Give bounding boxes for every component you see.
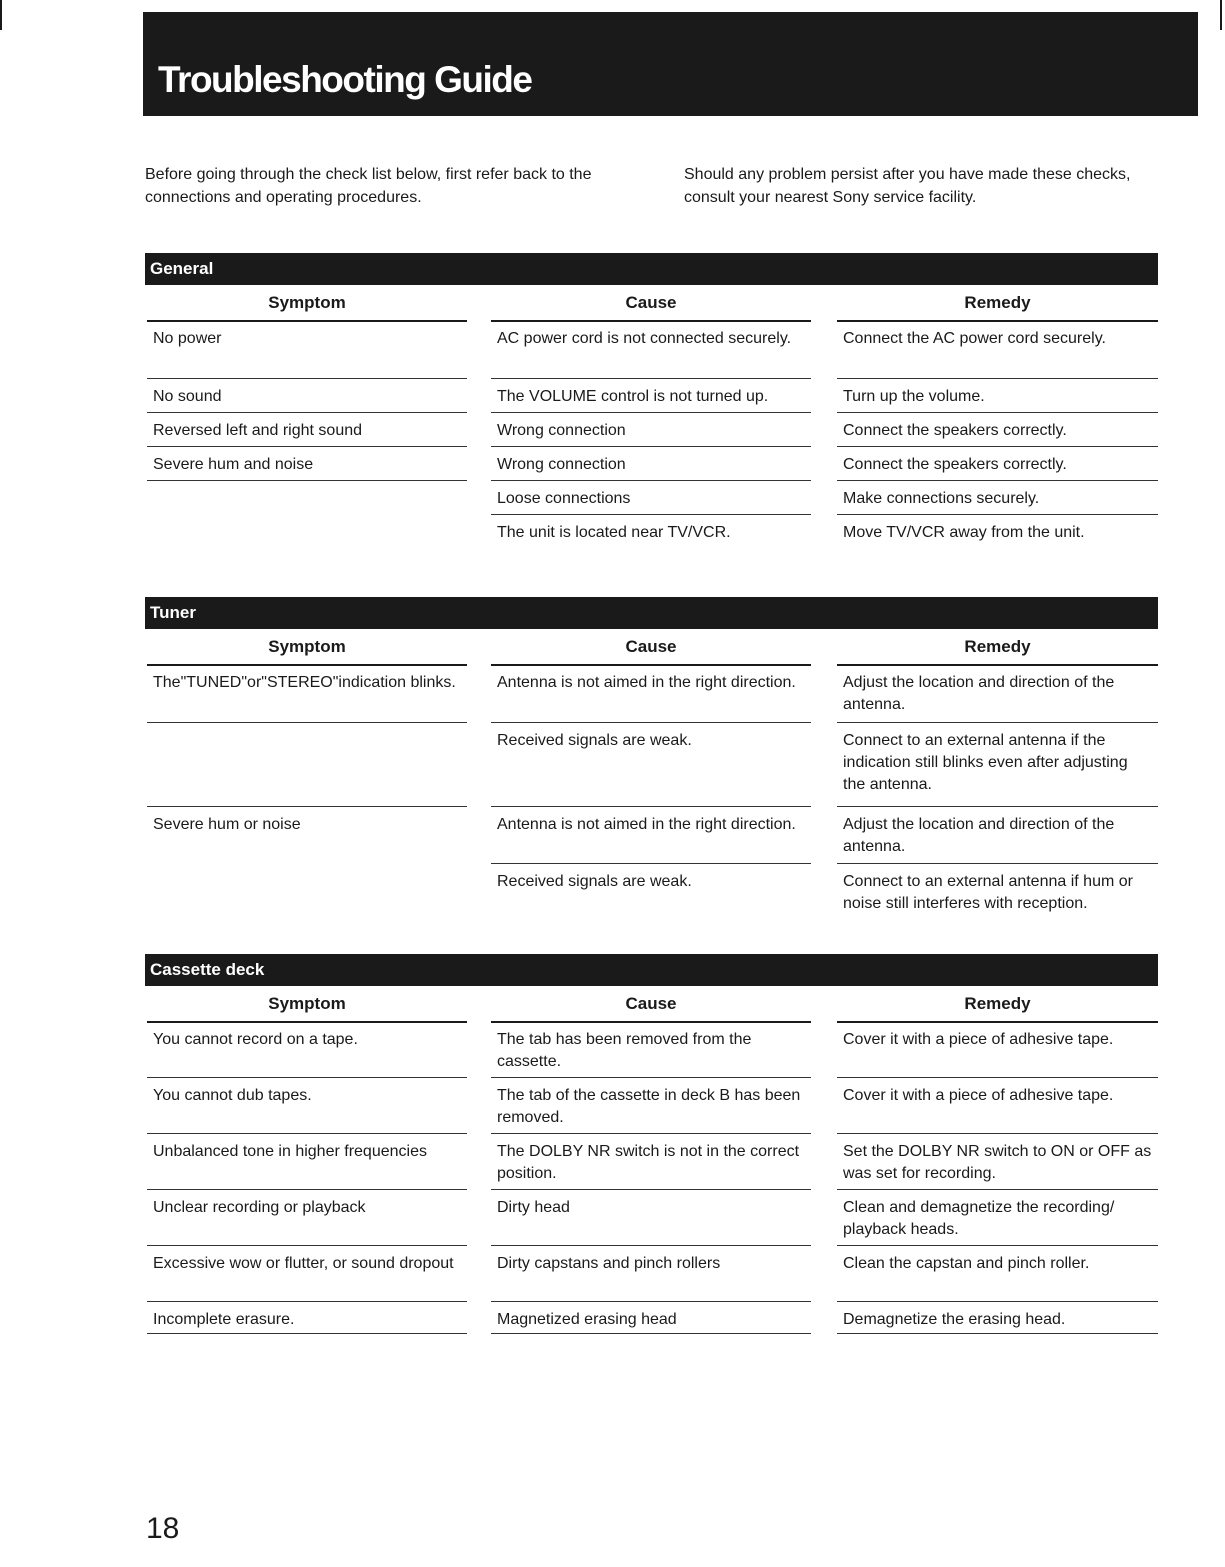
table-row — [145, 1134, 1158, 1190]
section-header-bar — [145, 597, 1158, 629]
table-row — [145, 807, 1158, 864]
column-header-remedy: Remedy — [837, 994, 1158, 1023]
symptom-cell: Incomplete erasure. — [147, 1302, 467, 1334]
cause-cell: The unit is located near TV/VCR. — [497, 524, 731, 541]
page-edge-mark — [1220, 0, 1222, 30]
cause-cell: Wrong connection — [491, 447, 811, 481]
symptom-cell: No sound — [147, 379, 467, 413]
cause-cell: Received signals are weak. — [497, 873, 692, 890]
table-rows — [145, 665, 1158, 924]
remedy-cell: Set the DOLBY NR switch to ON or OFF as was set for recording. — [837, 1134, 1158, 1190]
column-header-symptom: Symptom — [147, 994, 467, 1023]
symptom-cell — [147, 723, 467, 807]
cause-cell: Dirty capstans and pinch rollers — [491, 1246, 811, 1302]
intro-text-right: Should any problem persist after you have made these checks, consult your nearest Sony service facility. — [684, 166, 1131, 206]
table-rows — [145, 321, 1158, 549]
column-headers — [145, 285, 1158, 321]
remedy-cell: Demagnetize the erasing head. — [837, 1302, 1158, 1334]
remedy-cell: Adjust the location and direction of the antenna. — [837, 807, 1158, 864]
cause-cell: Antenna is not aimed in the right direction. — [491, 665, 811, 723]
table-row — [145, 515, 1158, 549]
table-rows — [145, 1022, 1158, 1334]
remedy-cell: Adjust the location and direction of the antenna. — [837, 665, 1158, 723]
cause-cell: Magnetized erasing head — [491, 1302, 811, 1334]
remedy-cell: Move TV/VCR away from the unit. — [843, 524, 1085, 541]
symptom-cell: No power — [147, 321, 467, 379]
section-cassette-deck — [145, 954, 1158, 1334]
symptom-cell: Excessive wow or flutter, or sound dropout — [147, 1246, 467, 1302]
remedy-cell: Turn up the volume. — [837, 379, 1158, 413]
cause-cell: Wrong connection — [491, 413, 811, 447]
table-row — [145, 1078, 1158, 1134]
remedy-cell: Connect to an external antenna if the indication still blinks even after adjusting the antenna. — [837, 723, 1158, 807]
symptom-cell — [147, 864, 467, 924]
cause-cell: Antenna is not aimed in the right direction. — [491, 807, 811, 864]
cause-cell: The tab of the cassette in deck B has been removed. — [491, 1078, 811, 1134]
table-row — [145, 1302, 1158, 1334]
table-row — [145, 321, 1158, 379]
symptom-cell: Unbalanced tone in higher frequencies — [147, 1134, 467, 1190]
symptom-cell: Reversed left and right sound — [147, 413, 467, 447]
section-tuner — [145, 597, 1158, 924]
section-title: General — [150, 259, 214, 278]
symptom-cell: Severe hum and noise — [147, 447, 467, 481]
cause-cell: The DOLBY NR switch is not in the correct position. — [491, 1134, 811, 1190]
symptom-cell — [147, 481, 467, 515]
remedy-cell: Make connections securely. — [837, 481, 1158, 515]
table-row — [145, 413, 1158, 447]
column-header-cause: Cause — [491, 637, 811, 666]
symptom-cell: The"TUNED"or"STEREO"indication blinks. — [147, 665, 467, 723]
intro-text-left: Before going through the check list below, first refer back to the connections and operating procedures. — [145, 166, 592, 206]
page-title: Troubleshooting Guide — [158, 59, 532, 100]
table-row — [145, 1190, 1158, 1246]
page-edge-mark — [0, 0, 2, 30]
page-number: 18 — [146, 1512, 180, 1545]
symptom-cell: Severe hum or noise — [153, 816, 301, 833]
symptom-cell — [147, 515, 467, 549]
remedy-cell: Connect the speakers correctly. — [837, 447, 1158, 481]
remedy-cell: Connect the speakers correctly. — [837, 413, 1158, 447]
table-row — [145, 723, 1158, 807]
table-row — [145, 665, 1158, 723]
cause-cell: Loose connections — [491, 481, 811, 515]
column-header-remedy: Remedy — [837, 293, 1158, 322]
remedy-cell: Connect to an external antenna if hum or noise still interferes with reception. — [843, 873, 1133, 912]
section-title: Tuner — [150, 603, 196, 622]
column-headers — [145, 986, 1158, 1022]
section-title: Cassette deck — [150, 960, 265, 979]
remedy-cell: Connect the AC power cord securely. — [837, 321, 1158, 379]
table-row — [145, 864, 1158, 924]
cause-cell: Received signals are weak. — [491, 723, 811, 807]
section-header-bar — [145, 253, 1158, 285]
remedy-cell: Cover it with a piece of adhesive tape. — [837, 1022, 1158, 1078]
remedy-cell: Clean and demagnetize the recording/ playback heads. — [837, 1190, 1158, 1246]
section-general — [145, 253, 1158, 549]
column-header-cause: Cause — [491, 293, 811, 322]
remedy-cell: Cover it with a piece of adhesive tape. — [837, 1078, 1158, 1134]
section-header-bar — [145, 954, 1158, 986]
table-row — [145, 447, 1158, 481]
table-row — [145, 481, 1158, 515]
table-row — [145, 379, 1158, 413]
column-header-symptom: Symptom — [147, 637, 467, 666]
cause-cell: The tab has been removed from the cassette. — [491, 1022, 811, 1078]
cause-cell: Dirty head — [491, 1190, 811, 1246]
column-headers — [145, 629, 1158, 665]
symptom-cell: Unclear recording or playback — [147, 1190, 467, 1246]
symptom-cell: You cannot record on a tape. — [147, 1022, 467, 1078]
cause-cell: The VOLUME control is not turned up. — [491, 379, 811, 413]
symptom-cell: You cannot dub tapes. — [147, 1078, 467, 1134]
column-header-cause: Cause — [491, 994, 811, 1023]
table-row — [145, 1022, 1158, 1078]
remedy-cell: Clean the capstan and pinch roller. — [837, 1246, 1158, 1302]
cause-cell: AC power cord is not connected securely. — [491, 321, 811, 379]
table-row — [145, 1246, 1158, 1302]
column-header-symptom: Symptom — [147, 293, 467, 322]
column-header-remedy: Remedy — [837, 637, 1158, 666]
